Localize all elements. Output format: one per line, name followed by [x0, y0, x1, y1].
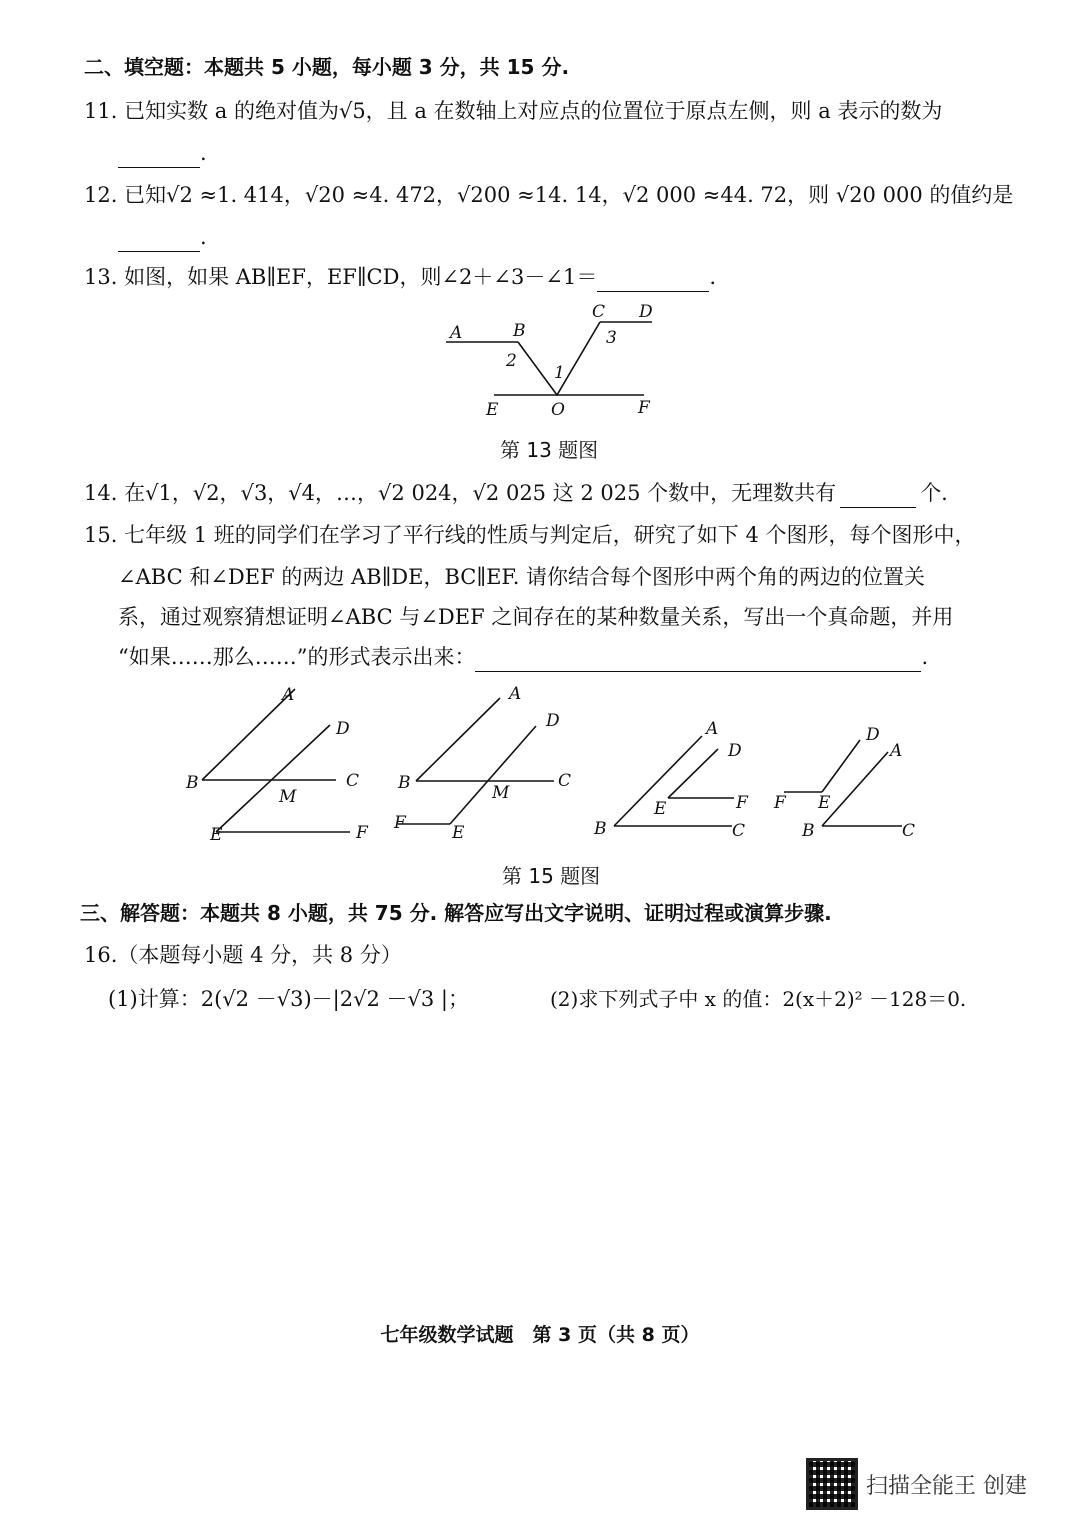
q15-f4-c: C	[902, 821, 916, 841]
q15-f1-c: C	[346, 771, 360, 791]
q13-label-d: D	[639, 302, 653, 322]
q15-f1-m: M	[279, 787, 297, 807]
scanner-watermark	[806, 1458, 1027, 1510]
q15-f4-a: A	[890, 741, 903, 761]
q15-figure-1	[185, 685, 369, 845]
qr-code-icon	[806, 1458, 858, 1510]
q14-text	[84, 478, 948, 508]
q15-line2: ∠ABC 和∠DEF 的两边 AB∥DE，BC∥EF. 请你结合每个图形中两个角的两边的位置关	[118, 565, 926, 589]
q11-end: .	[200, 141, 207, 165]
q13-angle-2: 2	[506, 351, 517, 371]
q13-text	[84, 262, 716, 292]
q15-f2-c: C	[558, 771, 572, 791]
q15-figure-4	[773, 725, 915, 841]
q13-label-a: A	[450, 323, 463, 343]
q15-f1-f: F	[356, 823, 368, 843]
section2-title: 二、填空题：本题共 5 小题，每小题 3 分，共 15 分.	[84, 55, 570, 79]
q11-blank[interactable]	[118, 143, 200, 168]
q13-end: .	[709, 265, 717, 289]
q13-label-c: C	[592, 302, 606, 322]
q14-end: 个.	[920, 481, 948, 505]
q13-angle-3: 3	[606, 328, 617, 348]
q15-stem: “如果……那么……”的形式表示出来：	[118, 645, 476, 669]
q15-f4-d: D	[866, 725, 880, 745]
q15-f3-b: B	[594, 819, 607, 839]
q15-f2-e: E	[452, 823, 465, 843]
q15-line4	[118, 642, 928, 672]
q15-caption: 第 15 题图	[502, 864, 601, 888]
q15-line3: 系，通过观察猜想证明∠ABC 与∠DEF 之间存在的某种数量关系，写出一个真命题，并用	[118, 605, 954, 629]
q13-label-o: O	[551, 400, 565, 420]
q12-end: .	[200, 225, 207, 249]
q14-blank[interactable]	[840, 483, 916, 508]
q13-angle-1: 1	[554, 363, 565, 383]
q15-figure-2	[393, 684, 571, 843]
q15-f4-e: E	[818, 793, 831, 813]
q13-caption: 第 13 题图	[500, 438, 599, 462]
q12-blank[interactable]	[118, 227, 200, 252]
section3-title: 三、解答题：本题共 8 小题，共 75 分. 解答应写出文字说明、证明过程或演算步骤.	[80, 901, 832, 925]
q13-stem: 13. 如图，如果 AB∥EF，EF∥CD，则∠2＋∠3－∠1＝	[84, 265, 598, 289]
q13-label-b: B	[513, 321, 526, 341]
q13-polyline-bod	[518, 322, 600, 395]
q16-part1: (1)计算：2(√2 －√3)－|2√2 －√3 |；	[108, 987, 469, 1011]
q15-line1: 15. 七年级 1 班的同学们在学习了平行线的性质与判定后，研究了如下 4 个图形，每个图形中，	[84, 523, 976, 547]
q15-f3-e: E	[654, 799, 667, 819]
q16-part2: (2)求下列式子中 x 的值：2(x＋2)² －128＝0.	[550, 987, 967, 1011]
q14-stem: 14. 在√1，√2，√3，√4，…，√2 024，√2 025 这 2 025 个数中，无理数共有	[84, 481, 837, 505]
q12-answer-line	[118, 222, 207, 252]
q15-figure-3	[593, 719, 749, 841]
q15-f4-b: B	[802, 821, 815, 841]
q15-f3-a: A	[706, 719, 719, 739]
q13-figure	[440, 298, 670, 424]
q11-text: 11. 已知实数 a 的绝对值为√5，且 a 在数轴上对应点的位置位于原点左侧，则 a 表示的数为	[84, 99, 943, 123]
page-footer: 七年级数学试题 第 3 页（共 8 页）	[380, 1324, 700, 1346]
q13-label-e: E	[486, 400, 499, 420]
q16-title: 16.（本题每小题 4 分，共 8 分）	[84, 943, 402, 967]
q15-f2-m: M	[492, 783, 510, 803]
q15-blank[interactable]	[475, 647, 921, 672]
q15-f4-f: F	[774, 793, 786, 813]
q15-f3-f: F	[736, 793, 748, 813]
q15-figures	[180, 678, 920, 848]
q15-f2-a: A	[509, 684, 522, 704]
q15-f1-a: A	[282, 685, 295, 705]
q15-f1-d: D	[336, 719, 350, 739]
q15-end: .	[921, 645, 929, 669]
q13-blank[interactable]	[597, 267, 709, 292]
q15-f1-b: B	[186, 773, 199, 793]
q12-text: 12. 已知√2 ≈1. 414，√20 ≈4. 472，√200 ≈14. 14，√2 000 ≈44. 72，则 √20 000 的值约是	[84, 183, 1014, 207]
q15-f1-e: E	[210, 825, 223, 845]
watermark-text: 扫描全能王 创建	[866, 1473, 1027, 1499]
q15-f3-d: D	[728, 741, 742, 761]
q11-answer-line	[118, 138, 207, 168]
q15-f2-d: D	[546, 711, 560, 731]
q15-f2-b: B	[398, 773, 411, 793]
q15-f2-f: F	[394, 813, 406, 833]
q15-f3-c: C	[732, 821, 746, 841]
q13-label-f: F	[638, 398, 650, 418]
